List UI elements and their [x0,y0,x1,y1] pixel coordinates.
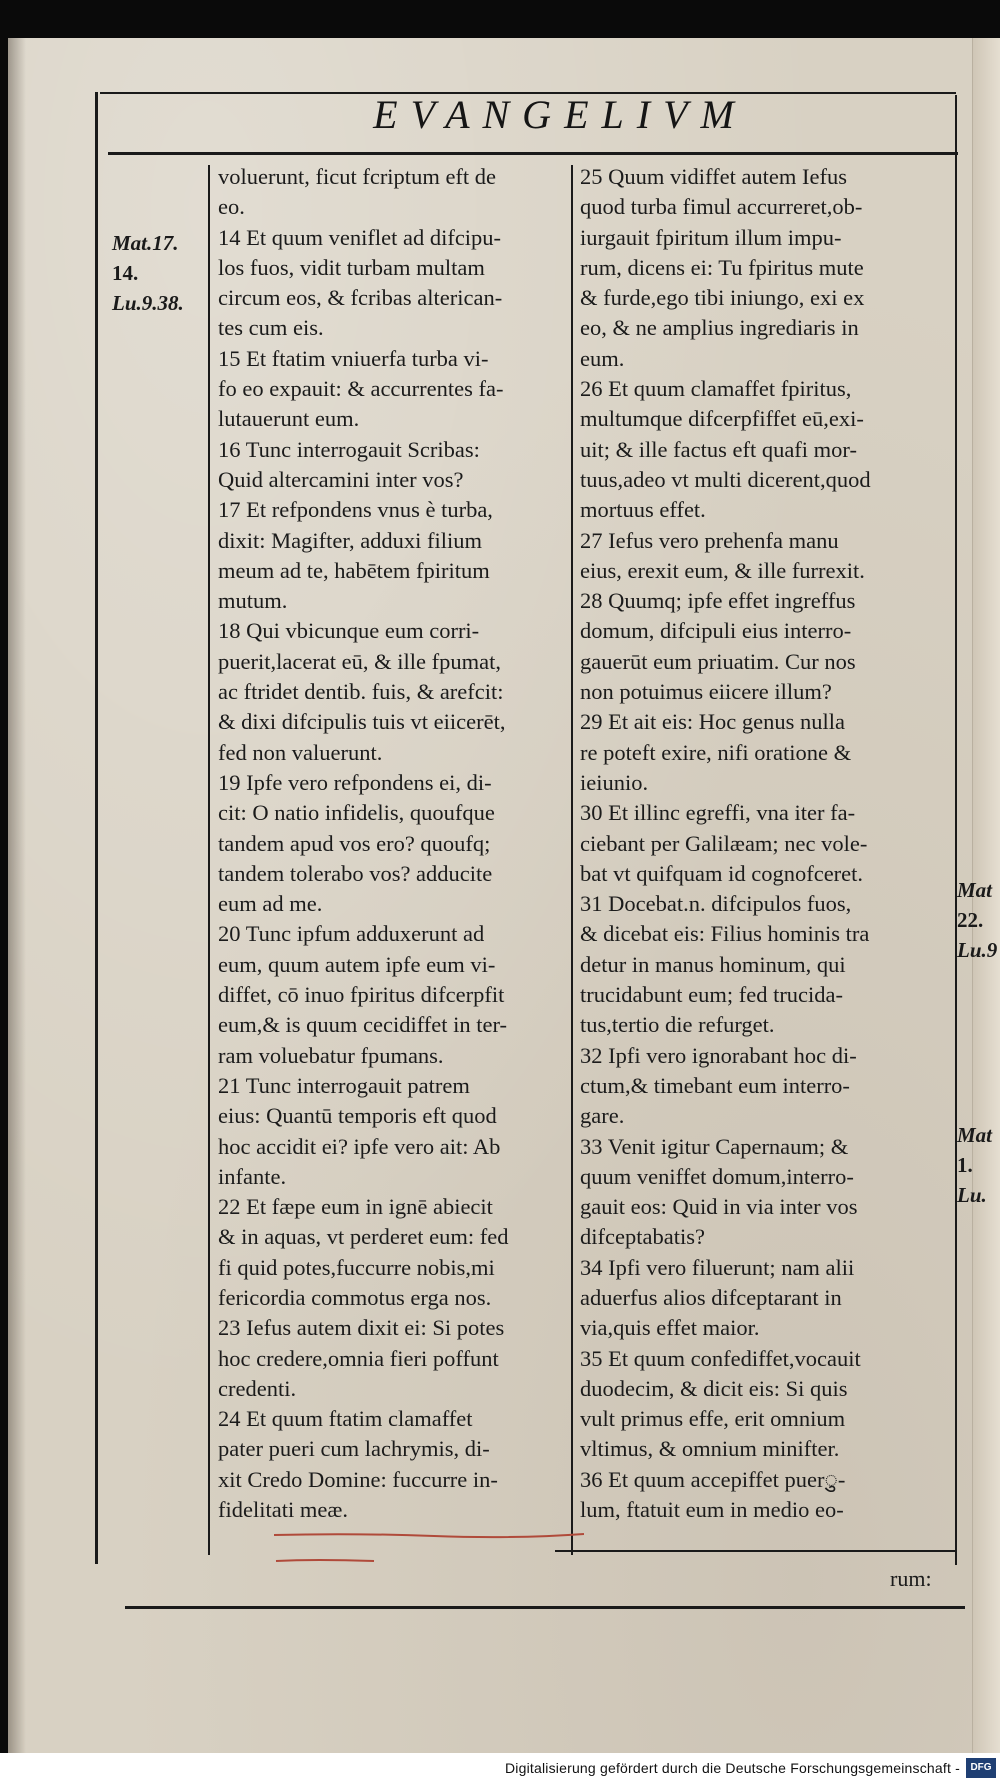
right-column-line: tuus,adeo vt multi dicerent,quod [580,466,871,492]
right-column-line: 30 Et illinc egreffi, vna iter fa- [580,800,856,826]
right-column-line: multumque difcerpfiffet eū,exi- [580,406,864,432]
margin-note-left-2: 14. [112,261,139,285]
left-column-line: fericordia commotus erga nos. [218,1284,492,1310]
right-column-line: vult primus effe, erit omnium [580,1406,846,1432]
left-column-line: 24 Et quum ftatim clamaffet [218,1406,473,1432]
left-column-line: eius: Quantū temporis eft quod [218,1103,497,1129]
left-column-line: fo eo expauit: & accurrentes fa- [218,376,504,402]
margin-note-right-6: Lu. [957,1183,987,1207]
left-column-line: eum ad me. [218,891,323,917]
right-column-line: re poteft exire, nifi oratione & [580,739,852,765]
margin-note-right-2: 22. [957,908,984,932]
left-column-line: 19 Ipfe vero refpondens ei, di- [218,769,492,795]
right-column-line: iurgauit fpiritum illum impu- [580,224,842,250]
right-column-line: 27 Iefus vero prehenfa manu [580,527,839,553]
red-ink-underline [274,1531,584,1563]
left-column-line: tandem apud vos ero? quoufq; [218,830,491,856]
right-column-line: gauit eos: Quid in via inter vos [580,1194,858,1220]
left-column-line: ram voluebatur fpumans. [218,1042,444,1068]
right-column-line: 34 Ipfi vero filuerunt; nam alii [580,1254,855,1280]
inner-margin-rule [208,165,210,1555]
right-column-line: aduerfus alios difceptarant in [580,1284,842,1310]
right-column-line: ieiunio. [580,769,649,795]
text-column-left [218,162,563,1525]
right-column-line: gauerūt eum priuatim. Cur nos [580,648,856,674]
right-column-line: lum, ftatuit eum in medio eo- [580,1497,844,1523]
right-column-line: trucidabunt eum; fed trucida- [580,982,844,1008]
left-column-line: fed non valuerunt. [218,739,383,765]
right-column-line: rum, dicens ei: Tu fpiritus mute [580,254,864,280]
right-column-line: quod turba fimul accurreret,ob- [580,194,863,220]
right-column-line: via,quis effet maior. [580,1315,760,1341]
right-column-line: 33 Venit igitur Capernaum; & [580,1133,849,1159]
header-bottom-rule [108,152,958,155]
right-column-line: tus,tertio die refurget. [580,1012,775,1038]
left-column-line: 22 Et fæpe eum in ignē abiecit [218,1194,493,1220]
right-column-line: eius, erexit eum, & ille furrexit. [580,557,865,583]
right-column-line: mortuus effet. [580,497,706,523]
right-column-line: ctum,& timebant eum interro- [580,1072,850,1098]
right-column-line: 36 Et quum accepiffet puerु- [580,1466,846,1492]
left-column-line: lutauerunt eum. [218,406,360,432]
right-column-line: 26 Et quum clamaffet fpiritus, [580,376,852,402]
digitization-footer [0,1753,1000,1787]
right-column-line: 25 Quum vidiffet autem Iefus [580,164,848,189]
margin-note-right-5: 1. [957,1153,973,1177]
left-column-line: eo. [218,194,245,220]
left-column-line: fidelitati meæ. [218,1497,348,1523]
left-column-line: circum eos, & fcribas alterican- [218,285,503,311]
column-divider [571,165,573,1555]
left-column-line: meum ad te, habētem fpiritum [218,557,490,583]
right-column-line: bat vt quifquam id cognofceret. [580,860,864,886]
right-column-line: eum. [580,345,625,371]
right-column-line: gare. [580,1103,625,1129]
right-column-line: domum, difcipuli eius interro- [580,618,852,644]
margin-note-left-1: Mat.17. [112,231,179,255]
right-column-line: eo, & ne amplius ingrediaris in [580,315,859,341]
left-column-line: pater pueri cum lachrymis, di- [218,1436,490,1462]
right-column-line: & furde,ego tibi iniungo, exi ex [580,285,865,311]
right-column-line: quum veniffet domum,interro- [580,1163,854,1189]
right-column-line: 35 Et quum confediffet,vocauit [580,1345,861,1371]
right-column-line: duodecim, & dicit eis: Si quis [580,1375,848,1401]
left-column-line: diffet, cō inuo fpiritus difcerpfit [218,982,505,1008]
left-column-line: mutum. [218,588,288,614]
text-column-right [580,162,942,1525]
right-column-line: & dicebat eis: Filius hominis tra [580,921,870,947]
left-column-line: fi quid potes,fuccurre nobis,mi [218,1254,495,1280]
margin-note-right-1: Mat [957,878,993,902]
left-column-line: eum,& is quum cecidiffet in ter- [218,1012,508,1038]
left-column-line: credenti. [218,1375,297,1401]
left-column-line: cit: O natio infidelis, quoufque [218,800,495,826]
right-frame-rule [955,95,957,1565]
left-column-line: 14 Et quum veniflet ad difcipu- [218,224,502,250]
right-column-line: vltimus, & omnium minifter. [580,1436,840,1462]
left-column-line: xit Credo Domine: fuccurre in- [218,1466,498,1492]
catchword: rum: [890,1566,932,1591]
left-frame-rule [95,92,98,1564]
left-column-line: ac ftridet dentib. fuis, & arefcit: [218,679,504,705]
left-column-line: 20 Tunc ipfum adduxerunt ad [218,921,485,947]
right-column-line: ciebant per Galilæam; nec vole- [580,830,868,856]
right-column-line: uit; & ille factus eft quafi mor- [580,436,857,462]
left-column-line: hoc credere,omnia fieri poffunt [218,1345,499,1371]
gutter-shadow [8,38,26,1753]
margin-note-right-4: Mat [957,1123,993,1147]
left-column-line: puerit,lacerat eū, & ille fpumat, [218,648,502,674]
left-column-line: tes cum eis. [218,315,324,341]
right-column-line: 31 Docebat.n. difcipulos fuos, [580,891,852,917]
left-column-line: voluerunt, ficut fcriptum eft de [218,164,497,189]
left-column-line: Quid altercamini inter vos? [218,466,464,492]
column-bottom-rule [555,1550,955,1552]
left-column-line: tandem tolerabo vos? adducite [218,860,493,886]
left-column-line: & in aquas, vt perderet eum: fed [218,1224,509,1250]
left-column-line: hoc accidit ei? ipfe vero ait: Ab [218,1133,501,1159]
left-column-line: infante. [218,1163,287,1189]
right-column-line: 32 Ipfi vero ignorabant hoc di- [580,1042,857,1068]
dfg-logo: DFG [966,1758,996,1778]
left-column-line: 17 Et refpondens vnus è turba, [218,497,493,523]
right-column-line: 29 Et ait eis: Hoc genus nulla [580,709,845,735]
right-column-line: difceptabatis? [580,1224,705,1250]
left-column-line: 16 Tunc interrogauit Scribas: [218,436,480,462]
left-column-line: & dixi difcipulis tuis vt eiicerēt, [218,709,506,735]
left-column-line: 21 Tunc interrogauit patrem [218,1072,470,1098]
right-column-line: non potuimus eiicere illum? [580,679,832,705]
left-column-line: eum, quum autem ipfe eum vi- [218,951,496,977]
margin-note-right-3: Lu.9 [957,938,998,962]
left-column-line: 15 Et ftatim vniuerfa turba vi- [218,345,489,371]
left-column-line: dixit: Magifter, adduxi filium [218,527,483,553]
right-column-line: 28 Quumq; ipfe effet ingreffus [580,588,856,614]
right-column-line: detur in manus hominum, qui [580,951,846,977]
page-title: EVANGELIVM [373,92,747,137]
margin-note-left-3: Lu.9.38. [112,291,184,315]
footer-credit: Digitalisierung gefördert durch die Deutsche Forschungsgemeinschaft - [504,1760,960,1776]
left-column-line: 18 Qui vbicunque eum corri- [218,618,480,644]
left-column-line: 23 Iefus autem dixit ei: Si potes [218,1315,505,1341]
page-bottom-rule [125,1606,965,1609]
left-column-line: los fuos, vidit turbam multam [218,254,485,280]
